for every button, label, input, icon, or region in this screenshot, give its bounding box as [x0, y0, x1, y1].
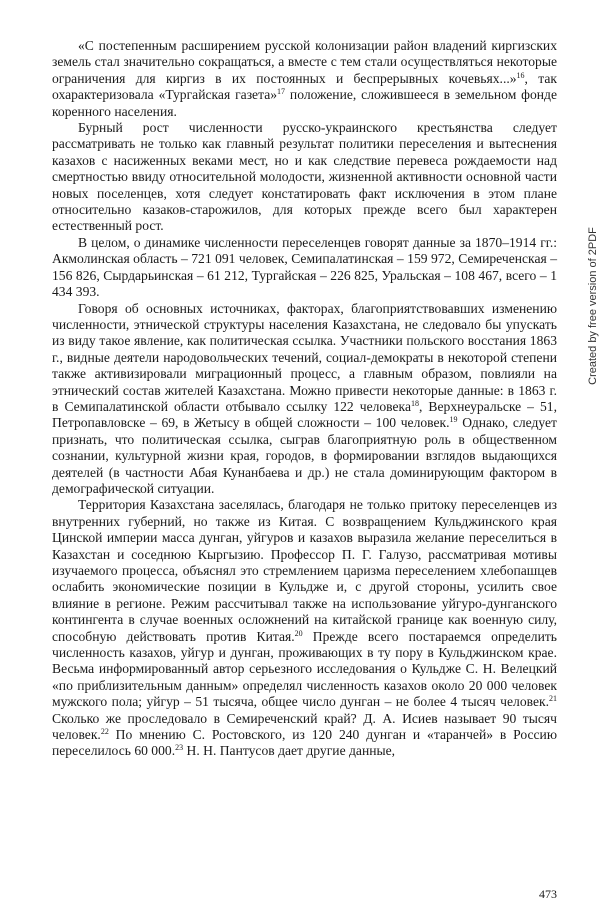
footnote-ref: 21 [549, 694, 557, 704]
text-segment: Н. Н. Пантусов дает другие данные, [183, 743, 396, 759]
text-segment: Прежде всего постараемся определить численность казахов, уйгур и дунган, проживающих в ту пору в Кульджинском крае. Весьма информированный автор серьезного исследования о Кульдже С. Н. Велецкий «по приблизительным данным» определял численность казахов около 20 000 человек мужского пола; уйгур – 51 тысяча, общее число дунган – не более 4 тысяч человек. [52, 628, 557, 710]
paragraph-growth [52, 120, 557, 235]
footnote-ref: 19 [449, 415, 458, 425]
text-segment: Территория Казахстана заселялась, благодаря не только притоку переселенцев из внутренних губерний, но также из Китая. С возвращением Кульджинского края Цинской империи масса дунган, уйгуров и казахов выразила желание переселиться в Казахстан и соседнюю Кыргызию. Профессор П. Г. Галузо, рассматривая мотивы изучаемого процесса, объяснял это стремлением царизма переселением хлебопашцев ослабить экономические позиции в Кульдже и, с другой стороны, усилить свое влияние в регионе. Режим рассчитывал также на использование уйгуро-дунганского контингента в случае военных осложнений на китайской границе как военную силу, способную действовать против Китая. [52, 497, 557, 644]
paragraph-exile [52, 301, 557, 498]
text-segment: , Верхнеуральске – 51, Петропавловске – 69, в Жетысу в общей сложности – 100 человек. [52, 398, 557, 431]
paragraph-territory [52, 497, 557, 760]
paragraph-dynamics [52, 235, 557, 301]
text-segment: Однако, следует признать, что политическая ссылка, сыграв благоприятную роль в общественном сознании, культурной жизни края, городов, в формировании взглядов выдающихся деятелей (в частности Абая Кунанбаева и др.) не стала доминирующим фактором в демографической ситуации. [52, 415, 557, 496]
footnote-ref: 20 [294, 628, 303, 638]
text-segment: Бурный рост численности русско-украинского крестьянства следует рассматривать не только как главный результат политики переселения и вытеснения казахов с насиженных веками мест, но и как следствие перевеса рождаемости над смертностью ввиду относительной молодости, жизненной активности основной части новых поселенцев, хотя следует констатировать факт исключения в этом плане относительно казаков-старожилов, для которых прежде всего был характерен естественный рост. [52, 120, 557, 234]
watermark-text: Created by free version of 2PDF [587, 227, 599, 385]
text-segment: Говоря об основных источниках, факторах, благоприятствовавших изменению численности, этнической структуры населения Казахстана, не следовало бы упускать из виду такое явление, как политическая ссылка. Участники польского восстания 1863 г., видные деятели народовольческих течений, социал-демократы в некоторой степени также активизировали миграционный процесс, а главным образом, повлияли на этнический состав жителей Казахстана. Можно привести некоторые данные: в 1863 г. в Семипалатинской области отбывало ссылку 122 человека [52, 300, 557, 414]
text-segment: Сколько же проследовало в Семиреченский край? Д. А. Исиев называет 90 тысяч человек. [52, 710, 557, 743]
text-segment: положение, сложившееся в земельном фонде коренного населения. [52, 87, 558, 119]
text-segment: В целом, о динамике численности переселенцев говорят данные за 1870–1914 гг.: Акмолинская область – 721 091 человек, Семипалатинская – 159 972, Семиреченская – 156 826, Сырдарьинская – 61 212, Тургайская – 226 825, Уральская – 108 467, всего – 1 434 393. [52, 234, 557, 300]
paragraph-quote [52, 38, 557, 120]
footnote-ref: 18 [411, 398, 419, 408]
text-segment: , так охарактеризовала «Тургайская газета» [52, 70, 557, 103]
footnote-ref: 16 [516, 70, 525, 80]
text-segment: «С постепенным расширением русской колонизации район владений киргизских земель стал значительно сокращаться, а вместе с тем стали осуществляться некоторые ограничения для киргиз в их постоянных и беспрерывных кочевьях...» [52, 38, 557, 86]
footnote-ref: 22 [100, 727, 109, 737]
page-body [52, 38, 557, 760]
footnote-ref: 17 [277, 87, 286, 97]
footnote-ref: 23 [175, 743, 184, 753]
text-segment: По мнению С. Ростовского, из 120 240 дунган и «таранчей» в Россию переселилось 60 000. [52, 727, 557, 759]
page-number: 473 [539, 887, 557, 901]
